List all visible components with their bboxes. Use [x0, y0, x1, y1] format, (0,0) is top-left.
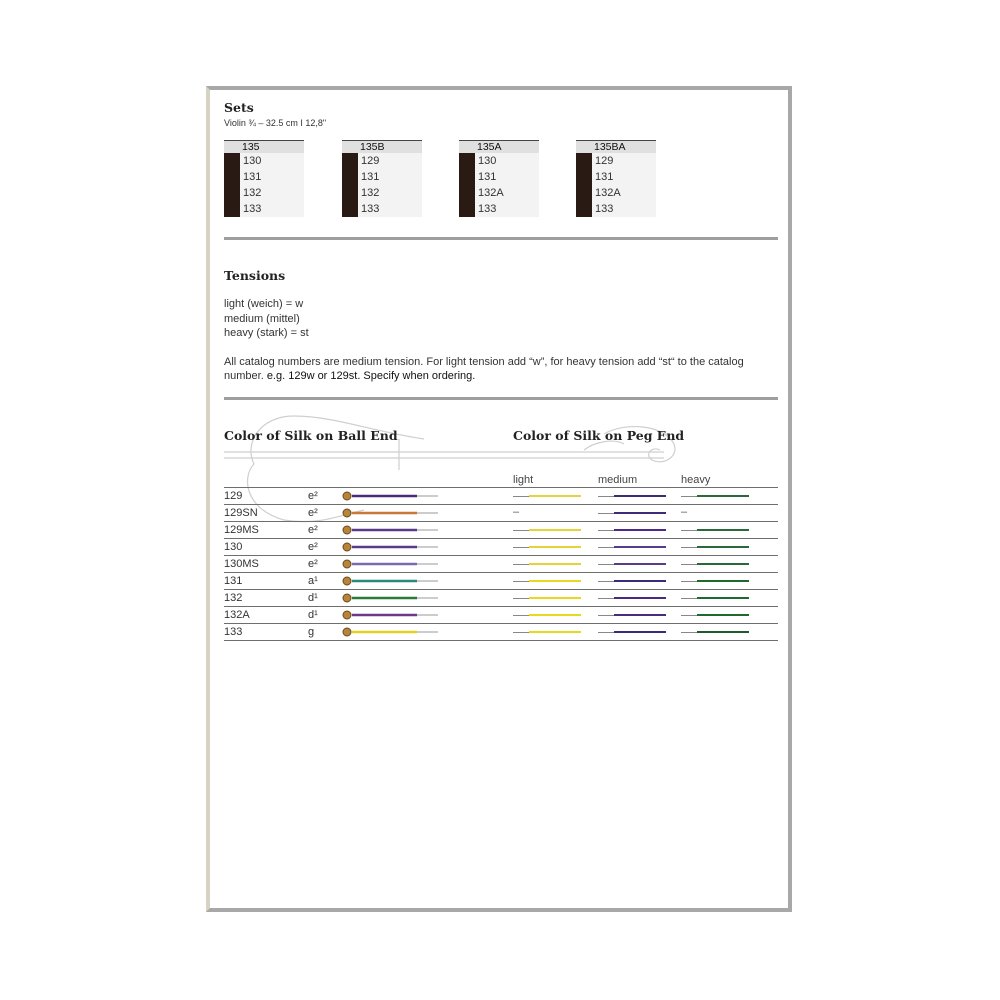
- string-number: 129: [224, 490, 243, 502]
- peg-wire-mark: [598, 581, 614, 582]
- ball-end-icon: [343, 577, 351, 585]
- set-135a: [459, 140, 539, 217]
- set-name: 135: [224, 140, 304, 153]
- peg-silk-medium-mark: [614, 546, 666, 548]
- tension-light: light (weich) = w: [224, 298, 304, 310]
- peg-silk-light-mark: [529, 529, 581, 531]
- tension-note-text: All catalog numbers are medium tension. For light tension add “w”, for heavy tension add “st“ to the catalog number.: [224, 355, 744, 382]
- string-number: 132A: [224, 609, 250, 621]
- string-number: 132: [224, 592, 243, 604]
- ball-end-icon: [343, 526, 351, 534]
- set-item: 133: [478, 203, 497, 215]
- tension-note-emphasis: e.g. 129w or 129st. Specify when ordering.: [266, 370, 476, 382]
- tension-note: [224, 355, 778, 384]
- peg-wire-mark: [681, 632, 697, 633]
- string-number: 130: [224, 541, 243, 553]
- peg-silk-medium-mark: [614, 580, 666, 582]
- peg-wire-mark: [598, 547, 614, 548]
- section-divider: [224, 397, 778, 400]
- string-number: 130MS: [224, 558, 259, 570]
- string-number: 129MS: [224, 524, 259, 536]
- peg-silk-heavy-mark: [697, 495, 749, 497]
- peg-wire-mark: [513, 598, 529, 599]
- ball-end-title: Color of Silk on Ball End: [224, 428, 398, 443]
- table-row: [224, 606, 778, 623]
- set-item: 132: [361, 187, 380, 199]
- peg-end-title: Color of Silk on Peg End: [513, 428, 685, 443]
- peg-silk-medium-mark: [614, 512, 666, 514]
- ball-end-icon: [343, 509, 351, 517]
- string-note: e²: [308, 507, 318, 519]
- table-row: [224, 589, 778, 606]
- tension-heavy: heavy (stark) = st: [224, 327, 309, 339]
- peg-wire-mark: [681, 598, 697, 599]
- set-135: [224, 140, 304, 217]
- set-color-bar: [459, 153, 475, 217]
- set-color-bar: [342, 153, 358, 217]
- peg-silk-heavy-mark: [697, 529, 749, 531]
- peg-wire-mark: [681, 496, 697, 497]
- ball-end-icon: [343, 543, 351, 551]
- peg-silk-medium-mark: [614, 631, 666, 633]
- string-number: 133: [224, 626, 243, 638]
- string-note: e²: [308, 541, 318, 553]
- set-item: 133: [243, 203, 262, 215]
- peg-silk-heavy-mark: [697, 614, 749, 616]
- set-item: 130: [478, 155, 497, 167]
- string-note: e²: [308, 558, 318, 570]
- sets-grid: [224, 140, 778, 222]
- peg-wire-mark: [598, 496, 614, 497]
- set-item: 133: [595, 203, 614, 215]
- peg-wire-mark: [681, 581, 697, 582]
- string-number: 131: [224, 575, 243, 587]
- set-item: 132: [243, 187, 262, 199]
- tension-medium: medium (mittel): [224, 312, 300, 325]
- peg-silk-light-mark: [529, 597, 581, 599]
- table-row: [224, 504, 778, 521]
- peg-silk-light-mark: [529, 546, 581, 548]
- tensions-section: [224, 268, 778, 384]
- peg-silk-medium-mark: [614, 597, 666, 599]
- set-item: 131: [243, 171, 262, 183]
- set-name: 135A: [459, 140, 539, 153]
- table-row: [224, 538, 778, 555]
- set-item: 132A: [595, 187, 621, 199]
- peg-wire-mark: [681, 564, 697, 565]
- peg-silk-heavy-mark: [697, 546, 749, 548]
- ball-end-string-graphic: [342, 610, 442, 620]
- peg-silk-heavy-mark: [697, 563, 749, 565]
- string-note: g: [308, 626, 315, 638]
- peg-silk-heavy-none: –: [681, 506, 688, 518]
- tensions-title: Tensions: [224, 268, 286, 283]
- ball-end-string-graphic: [342, 559, 442, 569]
- peg-wire-mark: [513, 564, 529, 565]
- peg-wire-mark: [513, 632, 529, 633]
- set-item: 130: [243, 155, 262, 167]
- peg-wire-mark: [598, 632, 614, 633]
- col-header-heavy: heavy: [681, 474, 711, 486]
- set-item: 131: [478, 171, 497, 183]
- ball-end-icon: [343, 560, 351, 568]
- ball-end-icon: [343, 492, 351, 500]
- set-135b: [342, 140, 422, 217]
- peg-wire-mark: [513, 581, 529, 582]
- table-row: [224, 623, 778, 641]
- table-row: [224, 555, 778, 572]
- peg-silk-light-mark: [529, 580, 581, 582]
- peg-wire-mark: [513, 496, 529, 497]
- peg-wire-mark: [598, 564, 614, 565]
- string-number: 129SN: [224, 507, 258, 519]
- set-item: 131: [361, 171, 380, 183]
- ball-end-string-graphic: [342, 508, 442, 518]
- set-item: 131: [595, 171, 614, 183]
- peg-silk-heavy-mark: [697, 580, 749, 582]
- string-note: e²: [308, 524, 318, 536]
- silk-table: [224, 487, 778, 641]
- sets-title: Sets: [224, 100, 254, 115]
- table-row: [224, 521, 778, 538]
- sets-subtitle: Violin ¾ – 32.5 cm I 12,8": [224, 118, 327, 128]
- string-note: d¹: [308, 592, 318, 604]
- peg-silk-light-mark: [529, 563, 581, 565]
- section-divider: [224, 237, 778, 240]
- peg-silk-medium-mark: [614, 614, 666, 616]
- ball-end-string-graphic: [342, 542, 442, 552]
- set-135ba: [576, 140, 656, 217]
- set-color-bar: [576, 153, 592, 217]
- set-item: 129: [361, 155, 380, 167]
- peg-wire-mark: [681, 547, 697, 548]
- peg-silk-light-mark: [529, 495, 581, 497]
- peg-silk-light-mark: [529, 631, 581, 633]
- string-note: a¹: [308, 575, 318, 587]
- peg-wire-mark: [513, 530, 529, 531]
- table-row: [224, 572, 778, 589]
- peg-silk-light-none: –: [513, 506, 520, 518]
- peg-silk-medium-mark: [614, 563, 666, 565]
- set-item: 132A: [478, 187, 504, 199]
- ball-end-string-graphic: [342, 576, 442, 586]
- peg-silk-heavy-mark: [697, 631, 749, 633]
- ball-end-icon: [343, 594, 351, 602]
- ball-end-string-graphic: [342, 525, 442, 535]
- col-header-light: light: [513, 474, 534, 486]
- ball-end-string-graphic: [342, 491, 442, 501]
- ball-end-icon: [343, 628, 351, 636]
- set-name: 135BA: [576, 140, 656, 153]
- peg-silk-medium-mark: [614, 495, 666, 497]
- peg-silk-light-mark: [529, 614, 581, 616]
- peg-wire-mark: [598, 598, 614, 599]
- peg-wire-mark: [598, 513, 614, 514]
- catalog-content: [224, 100, 778, 638]
- ball-end-string-graphic: [342, 627, 442, 637]
- peg-wire-mark: [598, 530, 614, 531]
- peg-silk-heavy-mark: [697, 597, 749, 599]
- peg-wire-mark: [513, 547, 529, 548]
- string-note: e²: [308, 490, 318, 502]
- peg-wire-mark: [681, 530, 697, 531]
- peg-wire-mark: [598, 615, 614, 616]
- set-color-bar: [224, 153, 240, 217]
- peg-wire-mark: [681, 615, 697, 616]
- string-note: d¹: [308, 609, 318, 621]
- set-item: 133: [361, 203, 380, 215]
- set-item: 129: [595, 155, 614, 167]
- set-name: 135B: [342, 140, 422, 153]
- ball-end-icon: [343, 611, 351, 619]
- peg-silk-medium-mark: [614, 529, 666, 531]
- ball-end-string-graphic: [342, 593, 442, 603]
- table-row: [224, 487, 778, 504]
- col-header-medium: medium: [598, 474, 638, 486]
- peg-wire-mark: [513, 615, 529, 616]
